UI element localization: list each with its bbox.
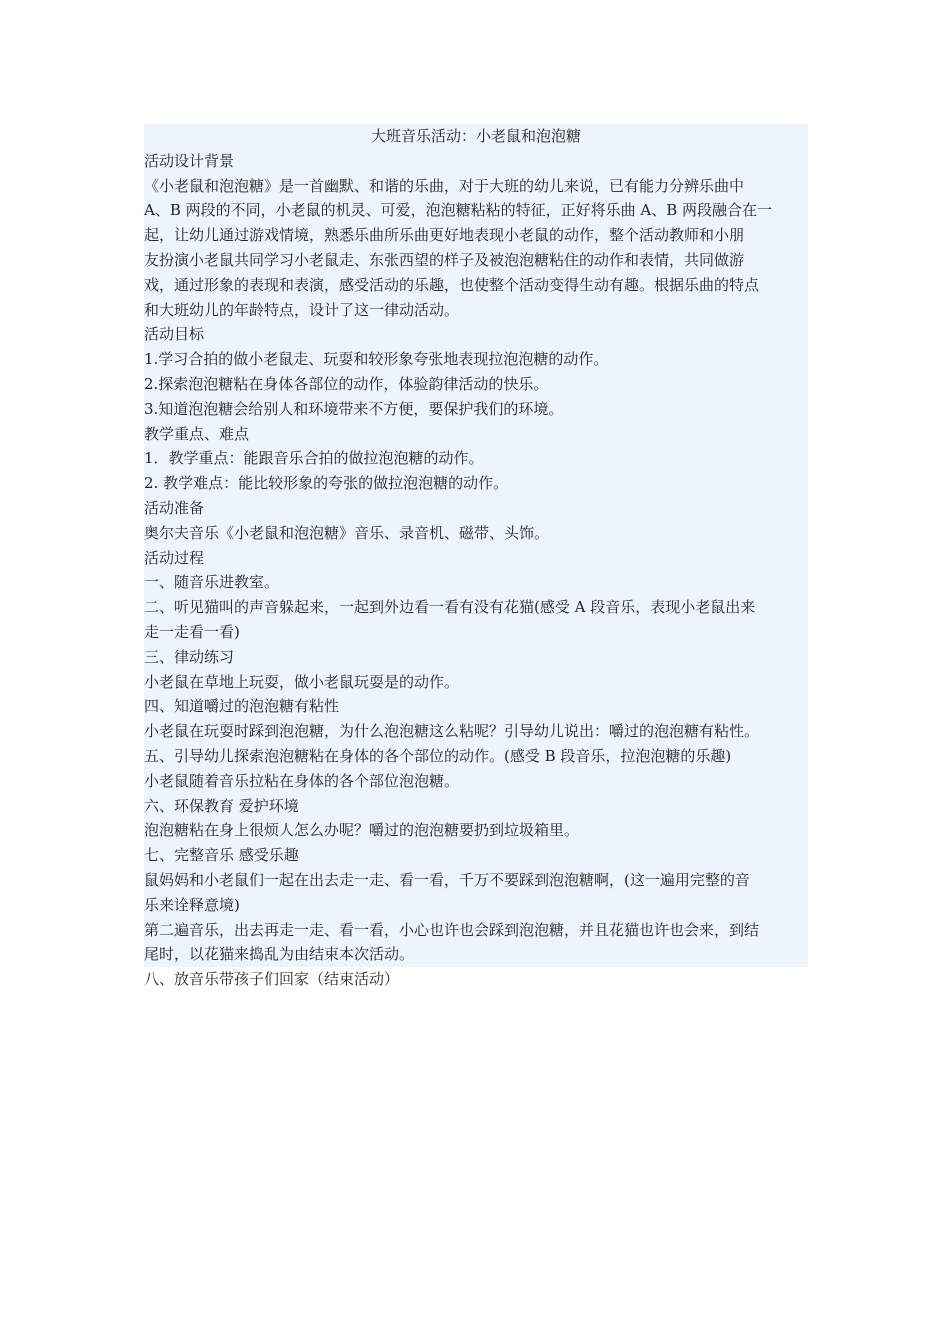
goal-item: 1.学习合拍的做小老鼠走、玩耍和较形象夸张地表现拉泡泡糖的动作。 bbox=[144, 350, 609, 369]
section-heading-preparation: 活动准备 bbox=[144, 498, 205, 517]
section-heading-key-points: 教学重点、难点 bbox=[144, 424, 250, 443]
preparation-text: 奥尔夫音乐《小老鼠和泡泡糖》音乐、录音机、磁带、头饰。 bbox=[144, 523, 550, 542]
background-line: 起，让幼儿通过游戏情境，熟悉乐曲所乐曲更好地表现小老鼠的动作，整个活动教师和小朋 bbox=[144, 226, 745, 245]
shaded-content-block bbox=[144, 124, 808, 967]
process-line: 小老鼠在草地上玩耍，做小老鼠玩耍是的动作。 bbox=[144, 672, 460, 691]
process-line: 乐来诠释意境) bbox=[144, 895, 240, 914]
section-heading-process: 活动过程 bbox=[144, 548, 205, 567]
background-line: 友扮演小老鼠共同学习小老鼠走、东张西望的样子及被泡泡糖粘住的动作和表情，共同做游 bbox=[144, 250, 745, 269]
page-title: 大班音乐活动：小老鼠和泡泡糖 bbox=[370, 127, 581, 145]
process-line: 六、环保教育 爱护环境 bbox=[144, 796, 299, 815]
final-step-line: 八、放音乐带孩子们回家（结束活动） bbox=[144, 970, 400, 989]
process-line: 三、律动练习 bbox=[144, 647, 235, 666]
process-line: 走一走看一看) bbox=[144, 622, 240, 641]
key-point-item: 1．教学重点：能跟音乐合拍的做拉泡泡糖的动作。 bbox=[144, 449, 484, 468]
process-line: 小老鼠在玩耍时踩到泡泡糖，为什么泡泡糖这么粘呢？引导幼儿说出：嚼过的泡泡糖有粘性。 bbox=[144, 722, 760, 741]
process-line: 泡泡糖粘在身上很烦人怎么办呢？嚼过的泡泡糖要扔到垃圾箱里。 bbox=[144, 821, 580, 840]
goal-item: 3.知道泡泡糖会给别人和环境带来不方便，要保护我们的环境。 bbox=[144, 399, 564, 418]
process-line: 尾时，以花猫来捣乱为由结束本次活动。 bbox=[144, 945, 415, 964]
process-line: 五、引导幼儿探索泡泡糖粘在身体的各个部位的动作。(感受 B 段音乐，拉泡泡糖的乐趣) bbox=[144, 746, 732, 765]
goal-item: 2.探索泡泡糖粘在身体各部位的动作，体验韵律活动的快乐。 bbox=[144, 374, 549, 393]
key-point-item: 2. 教学难点：能比较形象的夸张的做拉泡泡糖的动作。 bbox=[144, 474, 509, 493]
background-line: A、B 两段的不同，小老鼠的机灵、可爱，泡泡糖粘粘的特征，正好将乐曲 A、B 两段融合在一 bbox=[144, 201, 773, 220]
section-heading-goals: 活动目标 bbox=[144, 325, 205, 344]
process-line: 一、随音乐进教室。 bbox=[144, 573, 280, 592]
process-line: 小老鼠随着音乐拉粘在身体的各个部位泡泡糖。 bbox=[144, 771, 460, 790]
process-line: 七、完整音乐 感受乐趣 bbox=[144, 846, 299, 865]
process-line: 第二遍音乐，出去再走一走、看一看，小心也许也会踩到泡泡糖，并且花猫也许也会来，到结 bbox=[144, 920, 760, 939]
process-line: 二、听见猫叫的声音躲起来，一起到外边看一看有没有花猫(感受 A 段音乐，表现小老鼠出来 bbox=[144, 598, 756, 617]
section-heading-background: 活动设计背景 bbox=[144, 151, 235, 170]
background-line: 戏，通过形象的表现和表演，感受活动的乐趣，也使整个活动变得生动有趣。根据乐曲的特点 bbox=[144, 275, 760, 294]
process-line: 四、知道嚼过的泡泡糖有粘性 bbox=[144, 697, 340, 716]
background-line: 和大班幼儿的年龄特点，设计了这一律动活动。 bbox=[144, 300, 460, 319]
background-line: 《小老鼠和泡泡糖》是一首幽默、和谐的乐曲，对于大班的幼儿来说，已有能力分辨乐曲中 bbox=[144, 176, 745, 195]
document-body bbox=[144, 124, 808, 992]
process-line: 鼠妈妈和小老鼠们一起在出去走一走、看一看，千万不要踩到泡泡糖啊，(这一遍用完整的音 bbox=[144, 870, 750, 889]
